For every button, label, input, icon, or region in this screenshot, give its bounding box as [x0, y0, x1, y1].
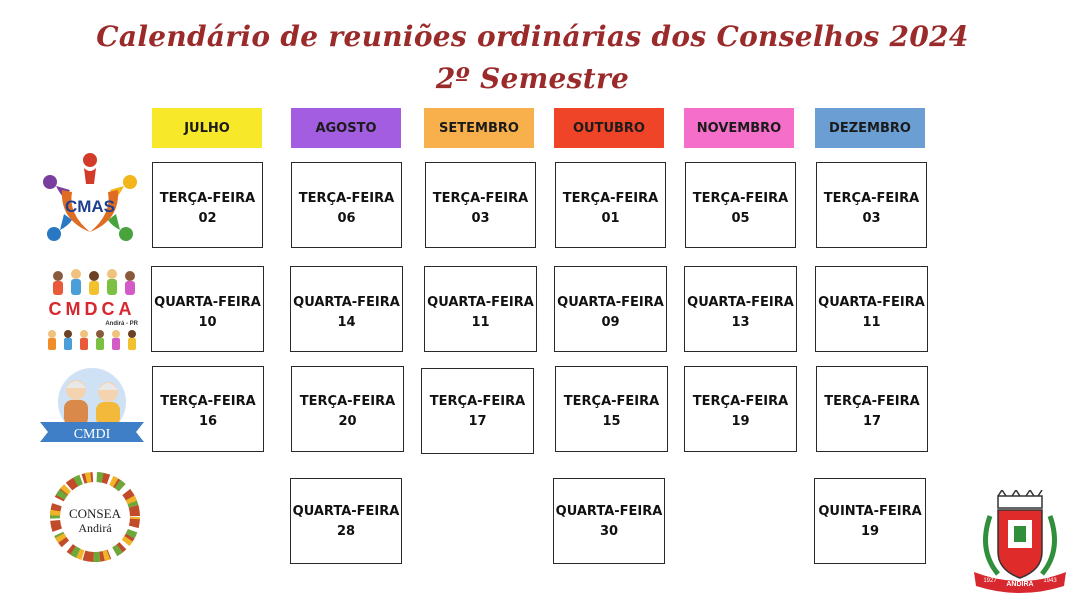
meeting-weekday: TERÇA-FEIRA [299, 394, 396, 409]
meeting-cell [555, 162, 666, 248]
month-header-agosto [291, 108, 401, 148]
meeting-cell [152, 366, 264, 452]
meeting-cell [554, 266, 667, 352]
meeting-cell [815, 266, 928, 352]
meeting-day: 17 [468, 414, 487, 429]
meeting-weekday: TERÇA-FEIRA [563, 394, 660, 409]
meeting-day: 14 [337, 315, 356, 330]
meeting-day: 03 [471, 211, 490, 226]
consea-logo-subtext: Andirá [78, 521, 112, 535]
meeting-day: 01 [601, 211, 620, 226]
meeting-cell [151, 266, 264, 352]
meeting-cell [421, 368, 534, 454]
meeting-day: 19 [731, 414, 750, 429]
page-subtitle: 2º Semestre [435, 62, 630, 95]
meeting-cell [290, 266, 403, 352]
cmas-logo [38, 150, 142, 246]
meeting-weekday: QUARTA-FEIRA [427, 295, 534, 310]
meeting-weekday: TERÇA-FEIRA [159, 191, 256, 206]
meeting-cell [684, 266, 797, 352]
meeting-day: 13 [731, 315, 750, 330]
meeting-weekday: QUARTA-FEIRA [687, 295, 794, 310]
meeting-weekday: QUARTA-FEIRA [293, 295, 400, 310]
month-header-novembro [684, 108, 794, 148]
meeting-cell [814, 478, 926, 564]
meeting-weekday: QUARTA-FEIRA [555, 504, 663, 519]
meeting-cell [555, 366, 668, 452]
meeting-cell [291, 366, 404, 452]
meeting-weekday: TERÇA-FEIRA [160, 394, 256, 409]
consea-logo [44, 468, 146, 566]
meeting-weekday: TERÇA-FEIRA [298, 191, 395, 206]
meeting-day: 10 [198, 315, 217, 330]
meeting-cell [685, 162, 796, 248]
meeting-day: 05 [731, 211, 750, 226]
meeting-weekday: TERÇA-FEIRA [692, 394, 789, 409]
meeting-weekday: TERÇA-FEIRA [824, 394, 920, 409]
month-label: NOVEMBRO [696, 120, 782, 136]
consea-logo-text: CONSEA [68, 506, 122, 521]
cmas-logo-text: CMAS [64, 197, 116, 216]
meeting-cell [816, 162, 927, 248]
meeting-cell [424, 266, 537, 352]
month-label: AGOSTO [315, 120, 377, 136]
month-label: SETEMBRO [439, 120, 519, 136]
meeting-day: 11 [862, 315, 881, 330]
cmdca-logo [42, 264, 142, 356]
meeting-day: 15 [602, 414, 621, 429]
cmdi-logo-text: CMDI [73, 427, 111, 442]
cmdca-logo-subtext: Andirá - PR [105, 321, 138, 327]
meeting-weekday: QUARTA-FEIRA [154, 295, 261, 310]
meeting-weekday: TERÇA-FEIRA [562, 191, 659, 206]
meeting-day: 06 [337, 211, 356, 226]
page-title: Calendário de reuniões ordinárias dos Conselhos 2024 [96, 20, 969, 53]
month-header-setembro [424, 108, 534, 148]
meeting-weekday: QUINTA-FEIRA [818, 504, 922, 519]
month-label: DEZEMBRO [829, 120, 911, 136]
cmdi-logo [36, 364, 148, 454]
meeting-day: 19 [860, 524, 880, 539]
month-header-dezembro [815, 108, 925, 148]
andira-crest [968, 490, 1072, 600]
meeting-cell [152, 162, 263, 248]
meeting-day: 03 [862, 211, 881, 226]
meeting-day: 16 [198, 414, 218, 429]
month-label: OUTUBRO [572, 120, 645, 136]
meeting-cell [553, 478, 665, 564]
meeting-cell [291, 162, 402, 248]
meeting-day: 11 [471, 315, 490, 330]
meeting-cell [816, 366, 928, 452]
meeting-cell [290, 478, 402, 564]
month-header-outubro [554, 108, 664, 148]
meeting-weekday: QUARTA-FEIRA [818, 295, 925, 310]
meeting-weekday: QUARTA-FEIRA [557, 295, 664, 310]
crest-year-end: 1943 [1043, 578, 1057, 584]
meeting-day: 17 [862, 414, 882, 429]
month-header-julho [152, 108, 262, 148]
cmdca-logo-text: CMDCA [48, 299, 136, 319]
meeting-day: 30 [599, 524, 619, 539]
meeting-weekday: QUARTA-FEIRA [292, 504, 400, 519]
meeting-weekday: TERÇA-FEIRA [429, 394, 526, 409]
meeting-cell [425, 162, 536, 248]
meeting-weekday: TERÇA-FEIRA [432, 191, 529, 206]
crest-year-start: 1927 [983, 578, 997, 584]
meeting-day: 28 [336, 524, 356, 539]
meeting-day: 20 [338, 414, 357, 429]
meeting-day: 02 [198, 211, 217, 226]
month-label: JULHO [184, 120, 230, 136]
crest-name: ANDIRÁ [1006, 581, 1034, 588]
meeting-cell [684, 366, 797, 452]
meeting-weekday: TERÇA-FEIRA [823, 191, 920, 206]
meeting-day: 09 [601, 315, 620, 330]
meeting-weekday: TERÇA-FEIRA [692, 191, 789, 206]
